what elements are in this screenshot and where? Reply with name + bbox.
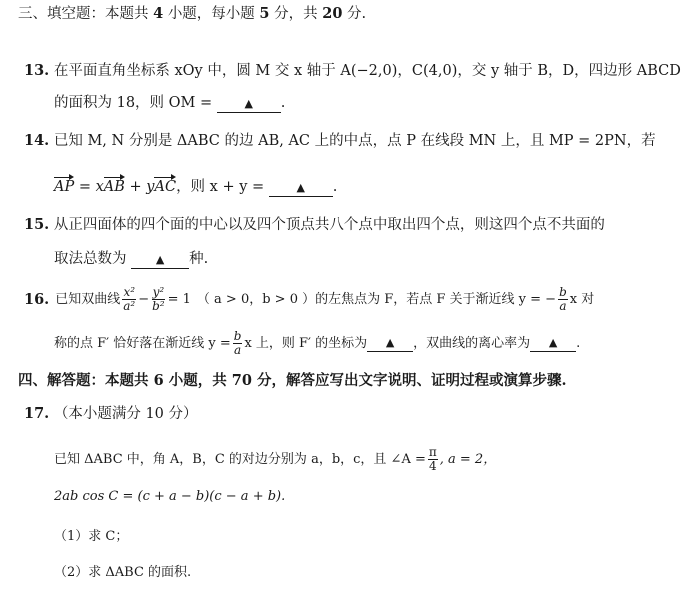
q15-line1	[24, 215, 605, 235]
q15-answer-blank: ▲	[131, 251, 189, 269]
q14-line2: AP = xAB + yAC，则 x + y = ▲ .	[54, 179, 338, 195]
q17-part1: （1）求 C；	[54, 529, 129, 544]
q15-line2: 取法总数为 ▲ 种.	[54, 251, 209, 267]
q17-points-note: （本小题满分 10 分）	[53, 406, 198, 422]
section4-header: 四、解答题：本题共 6 小题，共 70 分，解答应写出文字说明、证明过程或演算步骤.	[18, 372, 567, 389]
q16-number: 16.	[24, 290, 50, 308]
vector-ap: AP	[54, 179, 75, 195]
q14-line1	[24, 131, 656, 151]
q16-line1: 16. 已知双曲线 $\frac{\text{x²}}{\text{a²}}$ − $\frac{\text{y²}}{\text{b²}}$ = 1 （ a > 0，b > 0 ）的左焦点为 F，若点 F 关于渐近线 y = − $\frac{b}{a}$ x 对	[24, 285, 595, 313]
q13-number: 13.	[24, 62, 50, 79]
q16-answer-blank-2: ▲	[530, 335, 576, 352]
q13-text: 在平面直角坐标系 xOy 中，圆 M 交 x 轴于 A(−2,0)，C(4,0)，交 y 轴于 B，D，四边形 ABCD	[53, 63, 681, 79]
q13-line1	[24, 61, 681, 81]
q17-part2: （2）求 ΔABC 的面积.	[54, 565, 192, 580]
vector-ac: AC	[154, 179, 177, 195]
fraction-x2-a2: $\frac{\text{x²}}{\text{a²}}$	[123, 285, 136, 313]
q15-text: 从正四面体的四个面的中心以及四个顶点共八个点中取出四个点，则这四个点不共面的	[53, 217, 605, 233]
q14-text: 已知 M, N 分别是 ΔABC 的边 AB, AC 上的中点，点 P 在线段 MN 上，且 MP = 2PN，若	[53, 133, 656, 149]
fraction-pi-4: $\frac{\pi}{4}$	[428, 445, 437, 473]
q17-number: 17.	[24, 405, 50, 422]
q17-line1: 已知 ΔABC 中，角 A，B，C 的对边分别为 a，b，c，且 ∠A = $\frac{\pi}{4}$ , a = 2，	[54, 445, 497, 473]
q15-number: 15.	[24, 216, 50, 233]
q17-equation: 2ab cos C = (c + a − b)(c − a + b).	[54, 489, 286, 504]
vector-ab: AB	[103, 179, 125, 195]
fraction-y2-b2: $\frac{\text{y²}}{\text{b²}}$	[152, 285, 165, 313]
q13-line2: 的面积为 18，则 OM = ▲ .	[54, 95, 286, 111]
q16-line2: 称的点 F′ 恰好落在渐近线 y = $\frac{b}{a}$ x 上，则 F′ 的坐标为 ▲ ，双曲线的离心率为 ▲ .	[54, 329, 581, 357]
q14-number: 14.	[24, 132, 50, 149]
q14-answer-blank: ▲	[269, 179, 333, 197]
fraction-b-a-2: $\frac{b}{a}$	[233, 329, 242, 357]
q13-answer-blank: ▲	[217, 95, 281, 113]
fraction-b-a: $\frac{b}{a}$	[559, 285, 567, 313]
q16-answer-blank-1: ▲	[367, 335, 413, 352]
q17-header	[24, 404, 198, 424]
section3-header: 三、填空题：本题共 4 小题，每小题 5 分，共 20 分.	[18, 5, 367, 22]
